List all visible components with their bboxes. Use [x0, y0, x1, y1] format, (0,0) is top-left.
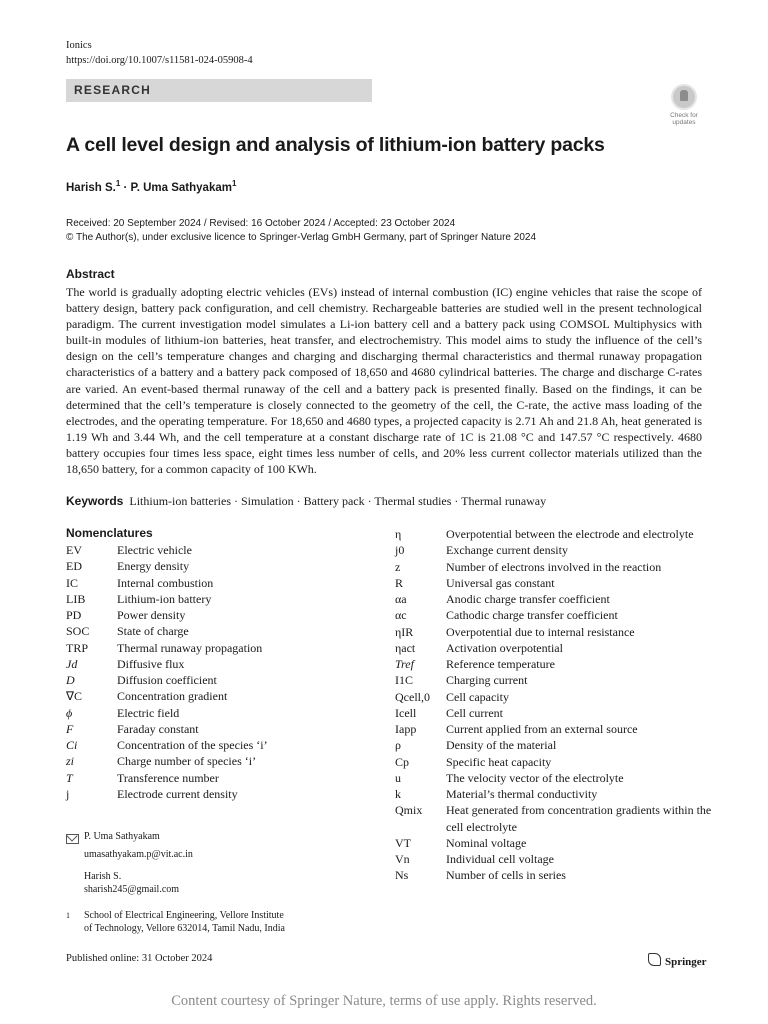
nom-def: Universal gas constant	[446, 575, 555, 590]
keywords	[66, 494, 546, 509]
nomenclature-row	[66, 672, 386, 688]
crossmark-label: Check for updates	[670, 112, 698, 126]
nom-abbr: R	[395, 575, 404, 590]
nom-def: Activation overpotential	[446, 640, 563, 655]
nom-abbr: zi	[66, 754, 75, 769]
affiliation-mark: 1	[66, 911, 70, 920]
nom-def: Energy density	[117, 559, 190, 574]
springer-logo	[648, 953, 707, 968]
author2-email[interactable]: sharish245@gmail.com	[84, 883, 180, 895]
nom-def: Power density	[117, 608, 186, 622]
nom-def: Thermal runaway propagation	[117, 640, 263, 655]
doi-link[interactable]: https://doi.org/10.1007/s11581-024-05908-4	[66, 55, 253, 66]
check-for-updates-button[interactable]	[665, 84, 703, 124]
nom-def: Overpotential between the electrode and electrolyte	[446, 527, 694, 541]
nomenclature-row	[395, 705, 715, 721]
nom-def: Transference number	[117, 770, 219, 785]
nom-abbr: Ns	[395, 868, 409, 883]
nomenclature-row	[66, 656, 386, 672]
author-2-affil: 1	[231, 179, 237, 188]
nomenclature-row	[395, 867, 715, 883]
nom-abbr: Qmix	[395, 803, 423, 818]
nom-abbr: z	[395, 559, 401, 574]
nom-abbr: VT	[395, 835, 411, 850]
nom-def: Cathodic charge transfer coefficient	[446, 608, 618, 623]
nom-abbr: ηIR	[395, 624, 414, 639]
nom-def: Internal combustion	[117, 575, 214, 590]
nom-abbr: LIB	[66, 591, 86, 606]
paper-title: A cell level design and analysis of lithium-ion battery packs	[66, 134, 605, 156]
nom-def: Individual cell voltage	[446, 852, 554, 866]
nomenclature-row	[66, 688, 386, 704]
nomenclature-right	[395, 526, 715, 884]
author-footnotes	[66, 831, 285, 935]
nomenclature-left	[66, 542, 386, 802]
nom-def: Lithium-ion battery	[117, 591, 212, 606]
nomenclature-row	[66, 786, 386, 802]
nom-abbr: Qcell,0	[395, 689, 430, 704]
nom-abbr: D	[66, 673, 75, 687]
nom-def: Number of electrons involved in the reaction	[446, 559, 662, 574]
nom-def: Faraday constant	[117, 721, 199, 736]
nom-def: State of charge	[117, 624, 189, 639]
nom-def: Electric field	[117, 705, 180, 720]
nom-def: Anodic charge transfer coefficient	[446, 592, 610, 606]
nom-abbr: IC	[66, 575, 78, 590]
nom-def: Diffusion coefficient	[117, 673, 217, 687]
author-1[interactable]: Harish S.	[66, 181, 116, 194]
nom-def: Overpotential due to internal resistance	[446, 624, 635, 639]
nom-abbr: Icell	[395, 705, 417, 720]
nom-def: Cell capacity	[446, 689, 509, 704]
nomenclature-row	[395, 802, 715, 835]
nomenclature-heading: Nomenclatures	[66, 526, 153, 540]
corresponding-author	[66, 831, 285, 849]
nom-def: Electrode current density	[117, 786, 238, 801]
nomenclature-row	[395, 754, 715, 770]
nomenclature-row	[395, 575, 715, 591]
author2-name: Harish S.	[84, 871, 122, 882]
nom-def: Material’s thermal conductivity	[446, 787, 598, 801]
affiliation-line-2: of Technology, Vellore 632014, Tamil Nadu, India	[84, 922, 285, 934]
courtesy-notice: Content courtesy of Springer Nature, terms of use apply. Rights reserved.	[171, 993, 597, 1009]
section-label: RESEARCH	[74, 83, 151, 97]
nomenclature-row	[66, 575, 386, 591]
keywords-text: Lithium-ion batteries · Simulation · Battery pack · Thermal studies · Thermal runaway	[129, 494, 547, 508]
nomenclature-row	[395, 721, 715, 737]
nom-abbr: Vn	[395, 852, 410, 866]
nomenclature-row	[395, 770, 715, 786]
nom-abbr: EV	[66, 543, 82, 557]
nomenclature-row	[395, 737, 715, 753]
nomenclature-row	[66, 591, 386, 607]
nomenclature-row	[395, 526, 715, 542]
nom-abbr: Jd	[66, 656, 78, 671]
nom-abbr: ED	[66, 559, 82, 574]
nomenclature-row	[395, 591, 715, 607]
nom-def: The velocity vector of the electrolyte	[446, 770, 624, 785]
nomenclature-row	[395, 786, 715, 802]
nom-def: Nominal voltage	[446, 835, 527, 850]
author-list	[66, 179, 236, 194]
nom-abbr: ηact	[395, 640, 416, 655]
nomenclature-row	[66, 542, 386, 558]
nom-abbr: αc	[395, 608, 407, 623]
nom-abbr: k	[395, 787, 401, 801]
nomenclature-row	[395, 607, 715, 623]
nom-def: Charge number of species ‘i’	[117, 754, 257, 769]
nom-abbr: T	[66, 770, 73, 785]
envelope-icon	[66, 834, 79, 844]
nom-abbr: Iapp	[395, 722, 417, 736]
nom-abbr: ϕ	[66, 705, 73, 720]
publisher-name: Springer	[665, 956, 707, 968]
nom-abbr: TRP	[66, 640, 89, 655]
nom-def: Specific heat capacity	[446, 754, 552, 769]
nomenclature-row	[395, 656, 715, 672]
corr-author-name: P. Uma Sathyakam	[84, 831, 160, 842]
nom-abbr: u	[395, 770, 401, 785]
nom-abbr: ρ	[395, 738, 401, 753]
abstract-heading: Abstract	[66, 267, 115, 281]
nom-abbr: PD	[66, 608, 82, 622]
nom-abbr: j	[66, 786, 70, 801]
springer-horse-icon	[648, 953, 661, 966]
nomenclature-row	[66, 705, 386, 721]
nom-def: Cell current	[446, 705, 503, 720]
nomenclature-row	[66, 640, 386, 656]
nom-abbr: Tref	[395, 657, 414, 671]
nom-def: Heat generated from concentration gradients within the cell electrolyte	[446, 803, 712, 834]
nom-def: Diffusive flux	[117, 656, 185, 671]
nom-abbr: η	[395, 527, 402, 541]
nom-def: Electric vehicle	[117, 543, 192, 557]
author-2[interactable]: P. Uma Sathyakam	[130, 181, 232, 194]
nom-abbr: j0	[395, 543, 405, 558]
nomenclature-row	[66, 721, 386, 737]
nomenclature-row	[66, 737, 386, 753]
keywords-label: Keywords	[66, 494, 124, 508]
corr-author-email[interactable]: umasathyakam.p@vit.ac.in	[84, 848, 193, 860]
author-1-affil: 1	[115, 179, 121, 188]
nom-abbr: SOC	[66, 624, 90, 639]
dates-line: Received: 20 September 2024 / Revised: 16 October 2024 / Accepted: 23 October 2024	[66, 218, 456, 229]
nomenclature-row	[395, 672, 715, 688]
nomenclature-row	[395, 624, 715, 640]
nom-def: Concentration gradient	[117, 689, 228, 704]
nom-abbr: Ci	[66, 738, 78, 752]
nom-def: Current applied from an external source	[446, 722, 638, 736]
nom-def: Reference temperature	[446, 657, 555, 671]
nomenclature-row	[395, 835, 715, 851]
nomenclature-row	[395, 542, 715, 558]
nomenclature-row	[395, 851, 715, 867]
journal-name: Ionics	[66, 40, 92, 51]
nom-abbr: F	[66, 721, 74, 736]
nomenclature-row	[66, 770, 386, 786]
affiliation-line-1: School of Electrical Engineering, Vellore Institute	[84, 910, 284, 921]
nom-abbr: ∇C	[66, 689, 83, 704]
published-date: Published online: 31 October 2024	[66, 953, 213, 964]
nomenclature-row	[395, 689, 715, 705]
abstract-text: The world is gradually adopting electric vehicles (EVs) instead of internal combustion (IC) engine vehicles that raise the scope of battery design, battery pack configuration, and cell chemistry. Rechargeable batteries are studied well in the present technological paradigm. The current investigation model simulates a Li-ion battery cell and a battery pack using COMSOL Multiphysics with built-in modules of lithium-ion batteries, heat transfer, and electrochemistry. This model aims to study the influence of the cell’s design on the cell’s temperature changes and charging and discharging thermal characteristics and thermal runaway propagation characteristics of a battery and a battery pack composed of 18,650 and 4680 cylindrical batteries. The charge and discharge C-rates are varied. An event-based thermal runaway of the cell and a battery pack is presented finally. Based on the findings, it can be determined that the cell’s temperature is closely connected to the geometry of the cell, the C-rate, the active mass loading of the electrodes, and the operating temperature. For 18,650 and 4680 types, a projected capacity is 2.71 Ah and 21.8 Ah, heat generated is 1.19 Wh and 3.44 Wh, and the cell temperature at a constant discharge rate of 1C is 21.08 °C and 147.57 °C respectively. 4680 battery occupies four times less space, eight times less number of cells, and 20% less current collector materials utilized than the 18,650 battery, for a common capacity of 100 KWh.	[66, 285, 702, 477]
nom-abbr: αa	[395, 592, 407, 606]
copyright-line: © The Author(s), under exclusive licence to Springer-Verlag GmbH Germany, part of Springer Nature 2024	[66, 232, 536, 243]
nom-def: Exchange current density	[446, 543, 568, 558]
crossmark-icon	[671, 84, 697, 110]
nom-def: Number of cells in series	[446, 868, 566, 883]
nom-def: Density of the material	[446, 738, 557, 753]
nomenclature-row	[66, 607, 386, 623]
nom-def: Charging current	[446, 673, 528, 688]
author-separator: ·	[120, 181, 131, 194]
nomenclature-row	[395, 640, 715, 656]
nomenclature-row	[395, 559, 715, 575]
nom-def: Concentration of the species ‘i’	[117, 738, 268, 752]
nomenclature-row	[66, 753, 386, 769]
nomenclature-row	[66, 623, 386, 639]
nom-abbr: Cp	[395, 754, 410, 769]
nomenclature-row	[66, 558, 386, 574]
nom-abbr: I1C	[395, 673, 413, 688]
